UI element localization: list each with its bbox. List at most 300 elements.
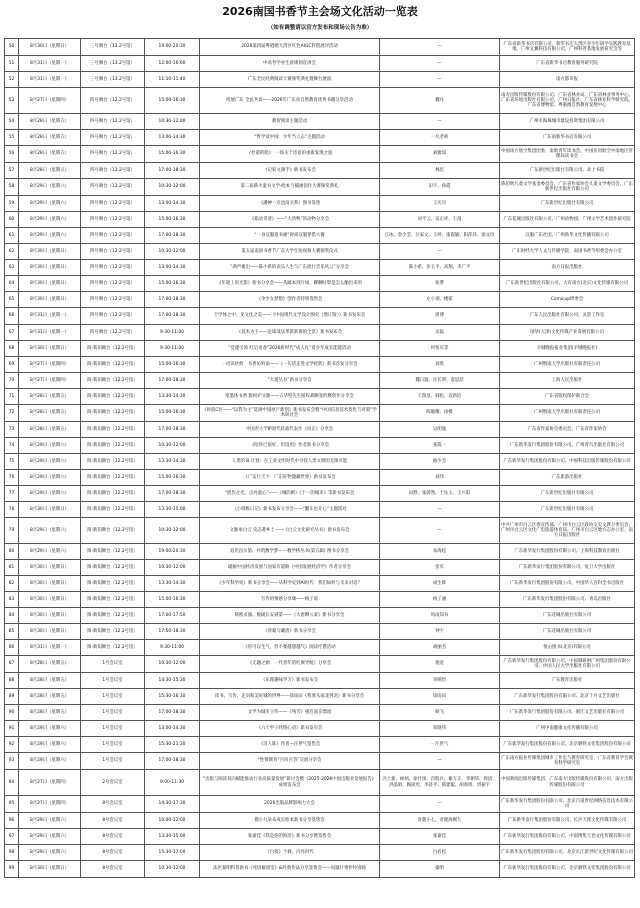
organizer-cell: 广东新华发行集团股份有限公司、中国科技出版传媒股份有限公司 xyxy=(500,454,635,470)
venue-cell: 阅·新知舞台（12.2号馆） xyxy=(81,640,145,656)
guest-cell: 魏丹 xyxy=(380,88,500,114)
date-cell: 8月27日（星期四） xyxy=(19,373,81,389)
venue-cell: 四号舞台（12.2号馆） xyxy=(81,276,145,292)
venue-cell: 阅·新知舞台（12.2号馆） xyxy=(81,576,145,592)
row-number: 60 xyxy=(5,212,19,228)
activity-name-cell: “满声谢出——陈小希的表乐人生与广东流行音乐风云”分享会 xyxy=(200,260,380,276)
venue-cell: 四号舞台（12.2号馆） xyxy=(81,292,145,308)
date-cell: 8月29日（星期六） xyxy=(19,196,81,212)
activity-name-cell: “一身汉服追书画”时尚汉服穿搭大赛 xyxy=(200,228,380,244)
activity-name-cell: 写作的情感分享课——梅子说 xyxy=(200,592,380,608)
organizer-cell: 广东新世纪出版社有限公司、求上书院 xyxy=(500,163,635,179)
organizer-cell: 羊城晚报报业集团(羊城晚报社) xyxy=(500,341,635,357)
row-number: 54 xyxy=(5,114,19,130)
venue-cell: 四号舞台（12.2号馆） xyxy=(81,212,145,228)
time-cell: 15:30-16:30 xyxy=(145,689,200,705)
guest-cell: 顾飞 xyxy=(380,705,500,721)
activity-name-cell: 《伞少女梦想》创作者特别签售会 xyxy=(200,292,380,308)
organizer-cell: 广东花城出版社有限公司、广州动物园、广州文学艺术创作研究院 xyxy=(500,212,635,228)
row-number: 85 xyxy=(5,624,19,640)
activity-name-cell: “大道丛书”新书分享会 xyxy=(200,373,380,389)
organizer-cell: 国华(天津)文化传媒产业发展有限公司 xyxy=(500,325,635,341)
venue-cell: 2号会议室 xyxy=(81,770,145,796)
venue-cell: 阅·新知舞台（12.2号馆） xyxy=(81,470,145,486)
guest-cell: 周博 xyxy=(380,308,500,325)
venue-cell: 阅·新知舞台（12.2号馆） xyxy=(81,608,145,624)
time-cell: 17:00-18:30 xyxy=(145,163,200,179)
time-cell: 17:00-18:30 xyxy=(145,373,200,389)
date-cell: 8月30日（星期日） xyxy=(19,292,81,308)
table-row xyxy=(5,770,635,796)
organizer-cell: 广东新华发行集团股份有限公司、北京百道世纪网络信息技术有限公司 xyxy=(500,796,635,813)
table-row xyxy=(5,163,635,179)
row-number: 87 xyxy=(5,656,19,673)
organizer-cell: 广东新世纪出版社有限公司 xyxy=(500,502,635,518)
organizer-cell: 广东新世纪出版社有限公司 xyxy=(500,196,635,212)
venue-cell: 8号会议室 xyxy=(81,861,145,878)
table-row xyxy=(5,405,635,422)
row-number: 73 xyxy=(5,422,19,438)
guest-cell: 奇葩小七、奇葩海桐九 xyxy=(380,813,500,829)
row-number: 99 xyxy=(5,861,19,878)
venue-cell: 阅·新知舞台（12.2号馆） xyxy=(81,592,145,608)
date-cell: 8月29日（星期六） xyxy=(19,212,81,228)
time-cell: 17:00-18:30 xyxy=(145,705,200,721)
venue-cell: 阅·新知舞台（12.2号馆） xyxy=(81,486,145,502)
guest-cell: 吴朗逸 xyxy=(380,422,500,438)
activity-name-cell: 《箱动奇迹》——“大湾鸭”的动物分享会 xyxy=(200,212,380,228)
table-row xyxy=(5,624,635,640)
row-number: 57 xyxy=(5,163,19,179)
row-number: 92 xyxy=(5,737,19,753)
time-cell: 14:30-17:30 xyxy=(145,796,200,813)
guest-cell: — xyxy=(380,518,500,544)
row-number: 88 xyxy=(5,673,19,689)
time-cell: 14:30-15:30 xyxy=(145,673,200,689)
date-cell: 8月27日（星期四） xyxy=(19,796,81,813)
guest-cell: 成生辉 xyxy=(380,576,500,592)
table-row xyxy=(5,438,635,454)
date-cell: 8月29日（星期六） xyxy=(19,518,81,544)
table-row xyxy=(5,737,635,753)
date-cell: 8月29日（星期六） xyxy=(19,470,81,486)
date-cell: 8月27日（星期四） xyxy=(19,357,81,373)
row-number: 61 xyxy=(5,228,19,244)
date-cell: 8月31日（星期一） xyxy=(19,325,81,341)
organizer-cell: 广东新华发行集团股份有限公司、复旦大学出版社 xyxy=(500,560,635,576)
activity-name-cell: 《少年科学说》新书分享会——从科学史到AI时代：我们如何与未来对话？ xyxy=(200,576,380,592)
activity-name-cell: 韩熙贞演、数破长安谜第——《大唐聊公案》新书分享会 xyxy=(200,608,380,624)
row-number: 62 xyxy=(5,244,19,260)
activity-name-cell: 《技术为王——足球战法革新新赛的全景》新书发布会 xyxy=(200,325,380,341)
time-cell: 10:00-12:00 xyxy=(145,813,200,829)
guest-cell: — xyxy=(380,56,500,72)
time-cell: 15:30-21:30 xyxy=(145,737,200,753)
date-cell: 8月31日（星期一） xyxy=(19,640,81,656)
time-cell: 13:00-14:30 xyxy=(145,196,200,212)
row-number: 84 xyxy=(5,608,19,624)
table-row xyxy=(5,470,635,486)
table-row xyxy=(5,502,635,518)
organizer-cell: 广州市海珠城市建设投资集团有限公司 xyxy=(500,114,635,130)
organizer-cell: 广东省新华书店有限公司、新华书店大湾区青少年研学实践教育基地、广州文翼科技有限公司、广州科普基地发展研究会等 xyxy=(500,39,635,56)
date-cell: 8月29日（星期六） xyxy=(19,845,81,861)
venue-cell: 阅·新知舞台（12.2号馆） xyxy=(81,518,145,544)
time-cell: 19:00-20:30 xyxy=(145,544,200,560)
row-number: 51 xyxy=(5,56,19,72)
guest-cell: — xyxy=(380,39,500,56)
time-cell: 10:30-12:00 xyxy=(145,114,200,130)
guest-cell: 一凡老师 xyxy=(380,130,500,146)
activity-name-cell: “出版与阅读双向赋能推动行业高质量发展”研讨会暨《2025-2026中国出版业发展报告》成果发布会 xyxy=(200,770,380,796)
table-row xyxy=(5,518,635,544)
table-row xyxy=(5,640,635,656)
guest-cell: 张霞一 xyxy=(380,438,500,454)
organizer-cell: 广东新华发行集团股份有限公司、北京磨铁文化集团股份有限公司 xyxy=(500,737,635,753)
organizer-cell: 广东新世纪出版社有限公司、大有南方(北京)文化传媒有限公司 xyxy=(500,276,635,292)
table-row xyxy=(5,244,635,260)
guest-cell: — xyxy=(380,502,500,518)
venue-cell: 1号会议室 xyxy=(81,721,145,737)
time-cell: 13:30-14:30 xyxy=(145,576,200,592)
time-cell: 10:30-12:00 xyxy=(145,438,200,454)
venue-cell: 四号舞台（12.2号馆） xyxy=(81,88,145,114)
row-number: 77 xyxy=(5,486,19,502)
date-cell: 8月29日（星期六） xyxy=(19,721,81,737)
guest-cell: 田野、张蔚然、于沁玉、王兴阳 xyxy=(380,486,500,502)
table-row xyxy=(5,753,635,770)
row-number: 56 xyxy=(5,146,19,163)
guest-cell: 林迅 xyxy=(380,163,500,179)
organizer-cell: 广东新世纪出版社有限公司 xyxy=(500,486,635,502)
date-cell: 8月30日（星期日） xyxy=(19,244,81,260)
venue-cell: 四号舞台（12.2号馆） xyxy=(81,260,145,276)
date-cell: 8月30日（星期日） xyxy=(19,502,81,518)
organizer-cell: 中国南方航空集团团委、南航青年读书会、中国民用航空中南地区管理局读书会 xyxy=(500,146,635,163)
time-cell: 15:00-16:30 xyxy=(145,88,200,114)
guest-cell: 一汪世气 xyxy=(380,737,500,753)
table-row xyxy=(5,796,635,813)
row-number: 68 xyxy=(5,341,19,357)
activity-name-cell: “哲学读中国：少年当立志”主题活动 xyxy=(200,130,380,146)
guest-cell: 张军 xyxy=(380,560,500,576)
time-cell: 17:00-18:30 xyxy=(145,422,200,438)
guest-cell: 张謇 xyxy=(380,276,500,292)
activity-name-cell: 法医秦明科普新书《死因解剖室》&经典作品分享签售会——问题什事件特别场 xyxy=(200,861,380,878)
organizer-cell: 广东人民出版社有限公司、灵韵工作室 xyxy=(500,308,635,325)
time-cell: 10:30-12:00 xyxy=(145,861,200,878)
activity-name-cell: 《哈你已很好，但没用》作者新书分享会 xyxy=(200,438,380,454)
organizer-cell: 广东新华发行集团股份有限公司、上海科技教育出版社 xyxy=(500,544,635,560)
activity-name-cell: 文脉承白云 史志著乡土——《白云文化研究丛书》新书发布会 xyxy=(200,518,380,544)
time-cell: 17:00-17:50 xyxy=(145,608,200,624)
venue-cell: 阅·新知舞台（12.2号馆） xyxy=(81,422,145,438)
date-cell: 8月28日（星期五） xyxy=(19,422,81,438)
activity-table xyxy=(4,38,635,878)
time-cell: 12:00-16:00 xyxy=(145,56,200,72)
row-number: 50 xyxy=(5,39,19,56)
organizer-cell: 中共广州市白云区委宣传部、广州市白云区政协文史文教卫委员会、广州市白云区文化广电旅游体育局、广州市白云区地方志办公室、南方日报出版社 xyxy=(500,518,635,544)
row-number: 80 xyxy=(5,544,19,560)
venue-cell: 1号会议室 xyxy=(81,753,145,770)
organizer-cell: 陈伯吹儿童文学基金委员会、广东省作家协会儿童文学委员会、广东新世纪出版社有限公司 xyxy=(500,179,635,196)
date-cell: 8月29日（星期六） xyxy=(19,753,81,770)
venue-cell: 阅·新知舞台（12.2号馆） xyxy=(81,341,145,357)
venue-cell: 四号舞台（12.2号馆） xyxy=(81,325,145,341)
row-number: 55 xyxy=(5,130,19,146)
organizer-cell: 广东新华发行集团股份有限公司、浙江文艺出版社有限公司 xyxy=(500,705,635,721)
guest-cell: 徐雨田 xyxy=(380,689,500,705)
organizer-cell: 南方出版传媒股份有限公司、广东省林业局、广东省林业事务中心、广东省环境出版社有限公司、广州日报社、广东省林业科学研究院、广东省博物馆、粤港澳自然教育发展中心 xyxy=(500,88,635,114)
date-cell: 8月31日（星期一） xyxy=(19,56,81,72)
table-row xyxy=(5,56,635,72)
organizer-cell: 汉服广东社团、广州新华文化传播有限公司 xyxy=(500,228,635,244)
table-row xyxy=(5,325,635,341)
venue-cell: 阅·新知舞台（12.2号馆） xyxy=(81,454,145,470)
date-cell: 8月30日（星期日） xyxy=(19,276,81,292)
venue-cell: 四号舞台（12.2号馆） xyxy=(81,130,145,146)
time-cell: 15:00-16:30 xyxy=(145,212,200,228)
guest-cell: 王历历 xyxy=(380,196,500,212)
guest-cell: 魏日题、汪长明、袁思喆 xyxy=(380,373,500,389)
document-title: 2026南国书香节主会场文化活动一览表 xyxy=(222,5,418,18)
time-cell: 9:30-11:00 xyxy=(145,341,200,357)
activity-name-cell: “党建引领 红启青春”2026新时代“成人礼”青少年成长能能活动 xyxy=(200,341,380,357)
time-cell: 13:30-14:30 xyxy=(145,454,200,470)
time-cell: 13:00-14:30 xyxy=(145,260,200,276)
date-cell: 8月29日（星期六） xyxy=(19,544,81,560)
table-row xyxy=(5,576,635,592)
table-row xyxy=(5,114,635,130)
date-cell: 8月29日（星期六） xyxy=(19,813,81,829)
activity-name-cell: 2026出版品牌影响力大会 xyxy=(200,796,380,813)
activity-name-cell: “性情教育”百问百答”交流分享会 xyxy=(200,753,380,770)
time-cell: 15:00-16:30 xyxy=(145,276,200,292)
organizer-cell: 广东南新华书店有限公司 xyxy=(500,130,635,146)
activity-name-cell: 《时波C位——“以我为主”选择中国原产新创》新书发布会暨“中国信息技术变化与对策”学术研讨会 xyxy=(200,405,380,422)
table-row xyxy=(5,544,635,560)
table-row xyxy=(5,721,635,737)
time-cell: 10:30-12:00 xyxy=(145,244,200,260)
guest-cell: 刘伟 xyxy=(380,470,500,486)
row-number: 82 xyxy=(5,576,19,592)
organizer-cell: 广东南方报业传媒集团城市工作室与教育研究室、广东省教育学会教育科学研究室 xyxy=(500,753,635,770)
table-row xyxy=(5,705,635,721)
guest-cell: 吴磊 xyxy=(380,325,500,341)
guest-cell: 江冰、余少莹、汪家文、王婷、康霞敏、阳萍萍、徐文玲 xyxy=(380,228,500,244)
time-cell: 13:30-15:00 xyxy=(145,502,200,518)
venue-cell: 四号舞台（12.2号馆） xyxy=(81,228,145,244)
venue-cell: 四号舞台（12.2号馆） xyxy=(81,244,145,260)
row-number: 98 xyxy=(5,845,19,861)
date-cell: 8月30日（星期日） xyxy=(19,861,81,878)
date-cell: 8月30日（星期日） xyxy=(19,341,81,357)
date-cell: 8月27日（星期四） xyxy=(19,770,81,796)
venue-cell: 阅·新知舞台（12.2号馆） xyxy=(81,357,145,373)
venue-cell: 1号会议室 xyxy=(81,737,145,753)
venue-cell: 阅·新知舞台（12.2号馆） xyxy=(81,502,145,518)
table-row xyxy=(5,88,635,114)
guest-cell: 刘勇 xyxy=(380,357,500,373)
row-number: 63 xyxy=(5,260,19,276)
organizer-cell: 广东省版权保护联合会 xyxy=(500,389,635,405)
table-row xyxy=(5,228,635,244)
guest-cell: — xyxy=(380,72,500,88)
organizer-cell: 广州暨南大学出版社有限责任公司 xyxy=(500,357,635,373)
guest-cell: 何恒庆等 xyxy=(380,341,500,357)
date-cell: 8月31日（星期一） xyxy=(19,308,81,325)
row-number: 64 xyxy=(5,276,19,292)
row-number: 89 xyxy=(5,689,19,705)
row-number: 95 xyxy=(5,796,19,813)
guest-cell: 秦明 xyxy=(380,861,500,878)
time-cell: 17:00-18:30 xyxy=(145,308,200,325)
time-cell: 10:30-12:00 xyxy=(145,560,200,576)
date-cell: 8月30日（星期日） xyxy=(19,592,81,608)
organizer-cell: 广东新华发行集团股份有限公司、长沙天使文化传媒有限公司 xyxy=(500,813,635,829)
row-number: 58 xyxy=(5,179,19,196)
table-row xyxy=(5,829,635,845)
date-cell: 8月30日（星期日） xyxy=(19,576,81,592)
date-cell: 8月29日（星期六） xyxy=(19,737,81,753)
table-row xyxy=(5,592,635,608)
table-row xyxy=(5,389,635,405)
date-cell: 8月30日（星期日） xyxy=(19,624,81,640)
date-cell: 8月29日（星期六） xyxy=(19,454,81,470)
venue-cell: 8号会议室 xyxy=(81,829,145,845)
guest-cell: 风雨知书 xyxy=(380,608,500,624)
guest-cell: 邓晓伟 xyxy=(380,721,500,737)
date-cell: 8月29日（星期六） xyxy=(19,228,81,244)
activity-name-cell: 中高考学业生涯规划宣讲会 xyxy=(200,56,380,72)
guest-cell: — xyxy=(380,796,500,813)
row-number: 93 xyxy=(5,753,19,770)
organizer-cell: 广东财经大学人文与传播学院、南国书香节组委会办公室 xyxy=(500,244,635,260)
organizer-cell: 广东花城出版社有限公司 xyxy=(500,608,635,624)
date-cell: 8月29日（星期六） xyxy=(19,486,81,502)
table-row xyxy=(5,39,635,56)
venue-cell: 四号舞台（12.2号馆） xyxy=(81,196,145,212)
row-number: 69 xyxy=(5,357,19,373)
venue-cell: 阅·新知舞台（12.2号馆） xyxy=(81,405,145,422)
date-cell: 8月28日（星期五） xyxy=(19,130,81,146)
time-cell: 9:00-11:30 xyxy=(145,770,200,796)
time-cell: 15:00-16:30 xyxy=(145,470,200,486)
table-row xyxy=(5,689,635,705)
venue-cell: 1号会议室 xyxy=(81,673,145,689)
organizer-cell: 南方都市报 xyxy=(500,72,635,88)
organizer-cell: 广东新华发行集团股份有限公司、中国华人百科全书出版社 xyxy=(500,576,635,592)
time-cell: 17:00-18:30 xyxy=(145,228,200,244)
venue-cell: 四号舞台（12.2号馆） xyxy=(81,146,145,163)
guest-cell: 陈小希、彭玉平、高翔、李广平 xyxy=(380,260,500,276)
row-number: 78 xyxy=(5,502,19,518)
table-row xyxy=(5,454,635,470)
guest-cell: 施宽 xyxy=(380,656,500,673)
activity-name-cell: 读书、写作、走向和美好城的世界——徐雨田《我要从南北到北》新书分享会 xyxy=(200,689,380,705)
date-cell: 8月30日（星期日） xyxy=(19,39,81,56)
row-number: 83 xyxy=(5,592,19,608)
guest-cell: 梅子涵 xyxy=(380,592,500,608)
table-row xyxy=(5,560,635,576)
venue-cell: 三号舞台（13.2号馆） xyxy=(81,56,145,72)
guest-cell: 李鹄怡 xyxy=(380,673,500,689)
organizer-cell: 广东新华发行集团股份有限公司、青岛出版社 xyxy=(500,592,635,608)
row-number: 59 xyxy=(5,196,19,212)
date-cell: 8月28日（星期五） xyxy=(19,689,81,705)
venue-cell: 8号会议室 xyxy=(81,813,145,829)
activity-name-cell: 《白叔》十载、闪亮时代 xyxy=(200,845,380,861)
activity-name-cell: 2026第四届粤港澳大湾区红色AIGC科创展评活动 xyxy=(200,39,380,56)
table-row xyxy=(5,308,635,325)
row-number: 67 xyxy=(5,325,19,341)
activity-name-cell: 《年轮上的光影》新书分享会——从邮本到片场，聊聊时影是怎么酿出来的 xyxy=(200,276,380,292)
table-row xyxy=(5,656,635,673)
row-number: 66 xyxy=(5,308,19,325)
guest-cell: 刘雅琼 xyxy=(380,146,500,163)
table-row xyxy=(5,196,635,212)
organizer-cell: 广东省作家协会委员会、广东省作家协会 xyxy=(500,422,635,438)
date-cell: 8月28日（星期五） xyxy=(19,389,81,405)
table-row xyxy=(5,146,635,163)
row-number: 76 xyxy=(5,470,19,486)
activity-name-cell: 广东全民经典阅读大赛颁奖典礼暨舞台展演 xyxy=(200,72,380,88)
time-cell: 19:00-20:30 xyxy=(145,39,200,56)
guest-cell: 朱海松 xyxy=(380,544,500,560)
organizer-cell: 广东新华发行集团股份有限公司、中国制研困广州集团股份有限公司、中国人民大学出版社有限公司 xyxy=(500,656,635,673)
time-cell: 17:00-18:30 xyxy=(145,486,200,502)
table-row xyxy=(5,179,635,196)
date-cell: 8月28日（星期五） xyxy=(19,405,81,422)
activity-name-cell: 续展广东 全民共读——2026年广东省自然教育优秀书籍分享活动 xyxy=(200,88,380,114)
activity-name-cell: 《杜甫的船》：一场关于诗意的重新发现之旅 xyxy=(200,146,380,163)
row-number: 79 xyxy=(5,518,19,544)
venue-cell: 8号会议室 xyxy=(81,845,145,861)
date-cell: 8月28日（星期五） xyxy=(19,146,81,163)
venue-cell: 8号会议室 xyxy=(81,796,145,813)
table-row xyxy=(5,357,635,373)
row-number: 75 xyxy=(5,454,19,470)
organizer-cell: 广东省新华书店教育服务研究院 xyxy=(500,56,635,72)
row-number: 94 xyxy=(5,770,19,796)
venue-cell: 四号舞台（12.2号馆） xyxy=(81,179,145,196)
time-cell: 9:30-11:00 xyxy=(145,640,200,656)
time-cell: 10:30-12:00 xyxy=(145,179,200,196)
table-row xyxy=(5,673,635,689)
date-cell: 8月29日（星期六） xyxy=(19,829,81,845)
activity-name-cell: 《六十甲子经络心语》新书发布会 xyxy=(200,721,380,737)
activity-name-cell: 中国责大学IP原代转战代表作《再正》分享会 xyxy=(200,422,380,438)
activity-name-cell: “创作之光，点亮童心”——《城的鸥》《十一的城市》等新书发布会 xyxy=(200,486,380,502)
row-number: 65 xyxy=(5,292,19,308)
activity-name-cell: 《小班级日记》新书发布分享会——“翻车也开心”主题派对 xyxy=(200,502,380,518)
document-note: （如有调整请以官方发布和现场公告为准） xyxy=(267,25,373,31)
table-row xyxy=(5,608,635,624)
time-cell: 13:30-14:30 xyxy=(145,389,200,405)
activity-name-cell: 《你可以生气，但不要越想越气》阅读疗愈活动 xyxy=(200,640,380,656)
time-cell: 13:00-14:30 xyxy=(145,721,200,737)
activity-name-cell: 《广安行天下：广东好物题藏世界》新书发布会 xyxy=(200,470,380,486)
activity-name-cell: 追光昌尔旅、共筑数学梦——数学桥丛书(第五辑) 图书分享会 xyxy=(200,544,380,560)
guest-cell: 陈敏耀、徐樑 xyxy=(380,405,500,422)
row-number: 74 xyxy=(5,438,19,454)
table-row xyxy=(5,373,635,389)
table-row xyxy=(5,422,635,438)
time-cell: 15:00-16:30 xyxy=(145,405,200,422)
organizer-cell: Comicup组委会 xyxy=(500,292,635,308)
time-cell: 15:30-17:00 xyxy=(145,845,200,861)
venue-cell: 阅·新知舞台（12.2号馆） xyxy=(81,389,145,405)
